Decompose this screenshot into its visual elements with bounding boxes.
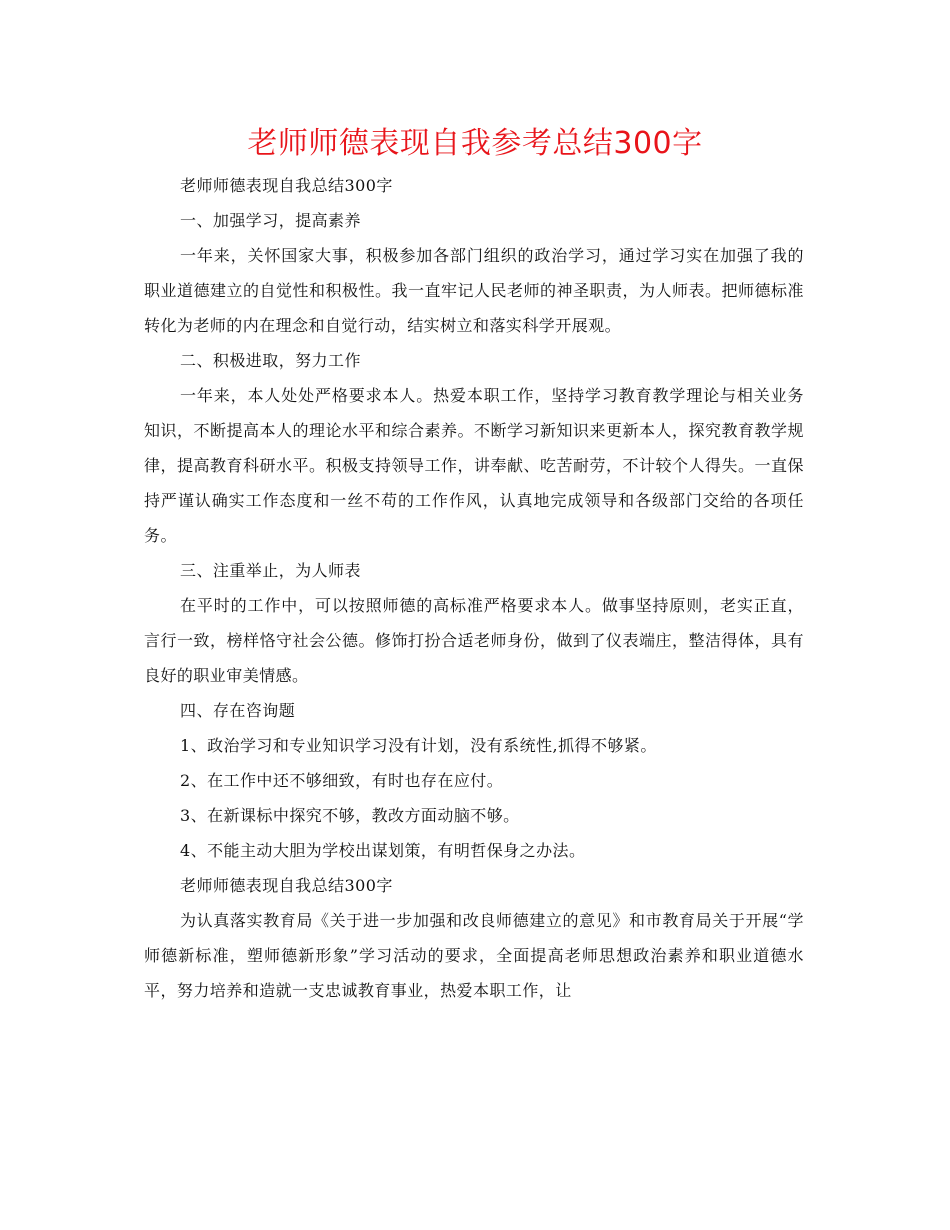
list-item: 1、政治学习和专业知识学习没有计划，没有系统性,抓得不够紧。 (180, 736, 657, 755)
subtitle-paragraph: 老师师德表现自我总结300字 (180, 176, 393, 195)
section-heading-3: 三、注重举止，为人师表 (180, 561, 361, 580)
body-paragraph: 为认真落实教育局《关于进一步加强和改良师德建立的意见》和市教育局关于开展“学师德新标准，塑师德新形象”学习活动的要求，全面提高老师思想政治素养和职业道德水平，努力培养和造就一支忠诚教育事业，热爱本职工作，让 (144, 911, 804, 1000)
document-title: 老师师德表现自我参考总结300字 (247, 126, 703, 161)
section-heading-1: 一、加强学习，提高素养 (180, 211, 361, 230)
list-item: 3、在新课标中探究不够，教改方面动脑不够。 (180, 806, 520, 825)
body-paragraph: 一年来，本人处处严格要求本人。热爱本职工作，坚持学习教育教学理论与相关业务知识，不断提高本人的理论水平和综合素养。不断学习新知识来更新本人，探究教育教学规律，提高教育科研水平。积极支持领导工作，讲奉献、吃苦耐劳，不计较个人得失。一直保持严谨认确实工作态度和一丝不苟的工作作风，认真地完成领导和各级部门交给的各项任务。 (144, 386, 804, 545)
document-body (144, 168, 804, 1008)
list-item: 4、不能主动大胆为学校出谋划策，有明哲保身之办法。 (180, 841, 586, 860)
list-item: 2、在工作中还不够细致，有时也存在应付。 (180, 771, 504, 790)
section-heading-2: 二、积极进取，努力工作 (180, 351, 361, 370)
body-paragraph: 一年来，关怀国家大事，积极参加各部门组织的政治学习，通过学习实在加强了我的职业道德建立的自觉性和积极性。我一直牢记人民老师的神圣职责，为人师表。把师德标准转化为老师的内在理念和自觉行动，结实树立和落实科学开展观。 (144, 246, 804, 335)
section-heading-4: 四、存在咨询题 (180, 701, 296, 720)
body-paragraph: 在平时的工作中，可以按照师德的高标准严格要求本人。做事坚持原则，老实正直，言行一致，榜样恪守社会公德。修饰打扮合适老师身份，做到了仪表端庄，整洁得体，具有良好的职业审美情感。 (144, 596, 804, 685)
subtitle-paragraph: 老师师德表现自我总结300字 (180, 876, 393, 895)
